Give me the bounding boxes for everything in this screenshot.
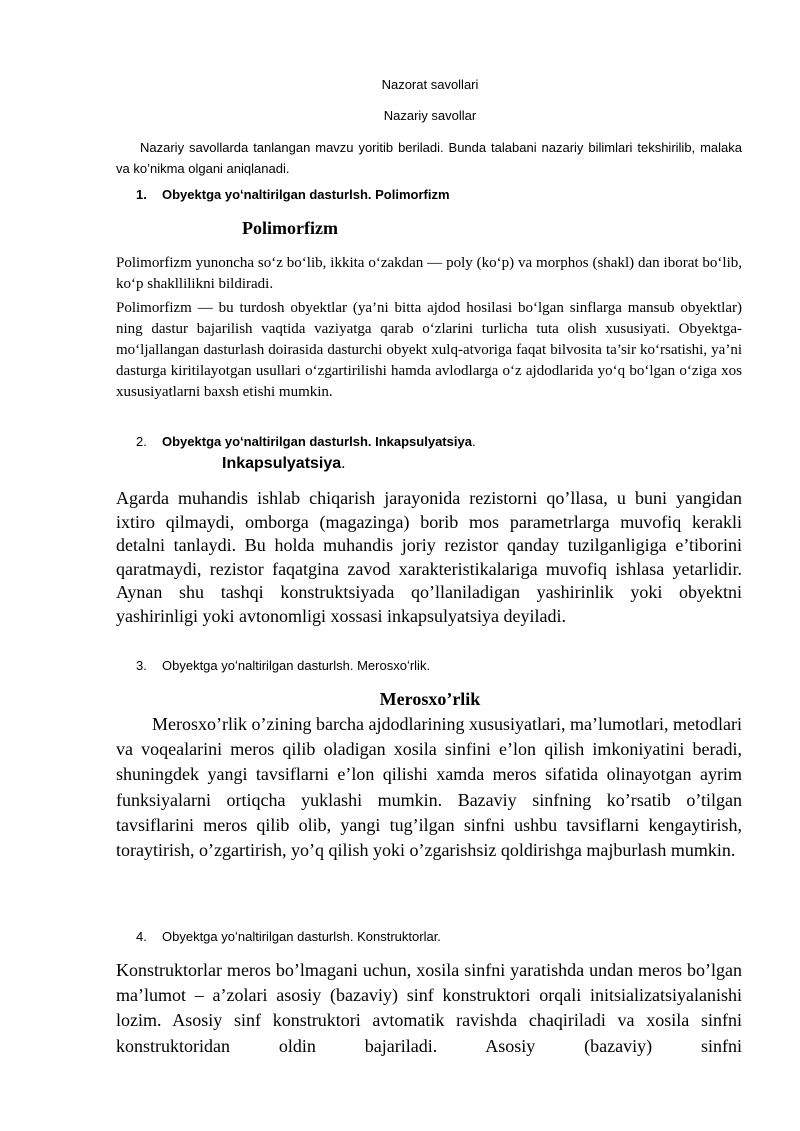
section-2-paragraph-1: Agarda muhandis ishlab chiqarish jarayonida rezistorni qo’llasa, u buni yangidan ixtiro qilmaydi, omborga (magazinga) borib mos parametrlarga muvofiq kerakli detalni tanlaydi. Bu holda muhandis joriy rezistor qanday tuzilganligiga e’tiborini qaratmaydi, rezistor faqatgina zavod xarakteristikalariga muvofiq ishlasa yetarlidir. Aynan shu tashqi konstruktsiyada qo’llaniladigan yashirinlik yoki obyektni yashirinligi yoki avtonomligi xossasi inkapsulyatsiya deyiladi.: [116, 488, 742, 626]
question-3: [136, 658, 430, 673]
question-2: [136, 434, 476, 449]
section-1-paragraph-1: Polimorfizm yunoncha soʻz boʻlib, ikkita oʻzakdan — poly (koʻp) va morphos (shakl) dan iborat boʻlib, koʻp shakllilikni bildiradi.: [116, 255, 742, 292]
intro-paragraph: Nazariy savollarda tanlangan mavzu yoritib beriladi. Bunda talabani nazariy bilimlari tekshirilib, malaka va ko’nikma olgani aniqlanadi.: [116, 140, 742, 176]
document-subtitle: Nazariy savollar: [383, 108, 477, 123]
question-number: 3.: [136, 658, 147, 673]
question-number: 2.: [136, 434, 147, 449]
heading-suffix: .: [341, 455, 346, 472]
question-text: Obyektga yoʻnaltirilgan dasturlsh. Merosxoʻrlik.: [162, 658, 431, 673]
question-suffix: .: [471, 434, 476, 449]
section-heading-inkapsulyatsiya: [222, 455, 346, 473]
question-text: Obyektga yoʻnaltirilgan dasturlsh. Konstruktorlar.: [162, 929, 441, 944]
section-1-paragraph-2: Polimorfizm — bu turdosh obyektlar (ya’ni bitta ajdod hosilasi boʻlgan sinflarga mansub obyektlar) ning dastur bajarilish vaqtida vaziyatga qarab oʻzlarini turlicha tuta olish xususiyati. Obyektga-moʻljallangan dasturlash doirasida dasturchi obyekt xulq-atvoriga faqat bilvosita ta’sir koʻrsatishi, ya’ni dasturga kiritilayotgan usullari oʻzgartirilishi hamda avlodlarga oʻz ajdodlarida yoʻq boʻlgan oʻziga xos xususiyatlarni baxsh etishi mumkin.: [116, 300, 742, 400]
question-number: 4.: [136, 929, 147, 944]
section-heading-polimorfizm: Polimorfizm: [242, 218, 338, 238]
section-4-paragraph-1: Konstruktorlar meros bo’lmagani uchun, xosila sinfni yaratishda undan meros bo’lgan ma’lumot – a’zolari asosiy (bazaviy) sinf konstruktori orqali initsializatsiyalanishi lozim. Asosiy sinf konstruktori avtomatik ravishda chaqiriladi va xosila sinfni konstruktoridan oldin bajariladi. Asosiy (bazaviy) sinfni: [116, 960, 742, 1056]
heading-text: Inkapsulyatsiya: [222, 455, 342, 472]
question-text: Obyektga yoʻnaltirilgan dasturlsh. Polimorfizm: [162, 187, 450, 202]
section-3-paragraph-1: Merosxo’rlik o’zining barcha ajdodlarining xususiyatlari, ma’lumotlari, metodlari va voqealarini meros qilib oladigan xosila sinfini e’lon qilish imkoniyatini beradi, shuningdek yangi tavsiflarni e’lon qilishi xamda meros sifatida olinayotgan ayrim funksiyalarni ortiqcha yuklashi mumkin. Bazaviy sinfning ko’rsatib o’tilgan tavsiflarini meros qilib olib, yangi tug’ilgan sinfni ushbu tavsiflarni kengaytirish, toraytirish, o’zgartirish, yo’q qilish yoki o’zgarishsiz qoldirishga majburlash mumkin.: [116, 714, 742, 861]
question-text: Obyektga yoʻnaltirilgan dasturlsh. Inkapsulyatsiya: [162, 434, 472, 449]
question-1: [136, 187, 450, 202]
question-number: 1.: [136, 187, 147, 202]
question-4: [136, 929, 441, 944]
section-heading-merosxorlik: Merosxo’rlik: [379, 689, 481, 709]
document-title: Nazorat savollari: [381, 77, 479, 92]
